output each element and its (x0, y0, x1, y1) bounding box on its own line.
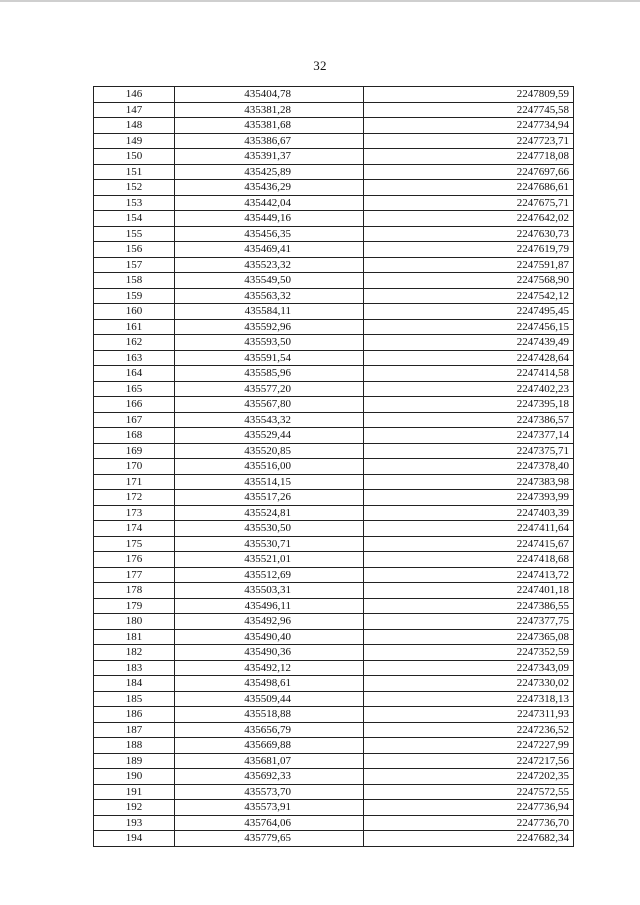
table-row (94, 707, 574, 723)
point-number-cell: 160 (94, 304, 175, 320)
x-coordinate-cell: 435567,80 (175, 397, 364, 413)
table-row (94, 319, 574, 335)
x-coordinate-cell: 435521,01 (175, 552, 364, 568)
x-coordinate-cell: 435512,69 (175, 567, 364, 583)
y-coordinate-cell: 2247736,70 (364, 815, 574, 831)
table-row (94, 691, 574, 707)
y-coordinate-cell: 2247413,72 (364, 567, 574, 583)
page-top-edge (0, 0, 640, 2)
x-coordinate-cell: 435585,96 (175, 366, 364, 382)
table-row (94, 738, 574, 754)
table-row (94, 660, 574, 676)
table-row (94, 583, 574, 599)
table-row (94, 443, 574, 459)
y-coordinate-cell: 2247365,08 (364, 629, 574, 645)
y-coordinate-cell: 2247236,52 (364, 722, 574, 738)
table-row (94, 366, 574, 382)
x-coordinate-cell: 435523,32 (175, 257, 364, 273)
y-coordinate-cell: 2247401,18 (364, 583, 574, 599)
point-number-cell: 159 (94, 288, 175, 304)
x-coordinate-cell: 435469,41 (175, 242, 364, 258)
table-row (94, 490, 574, 506)
point-number-cell: 182 (94, 645, 175, 661)
x-coordinate-cell: 435592,96 (175, 319, 364, 335)
x-coordinate-cell: 435490,40 (175, 629, 364, 645)
y-coordinate-cell: 2247675,71 (364, 195, 574, 211)
x-coordinate-cell: 435492,12 (175, 660, 364, 676)
y-coordinate-cell: 2247736,94 (364, 800, 574, 816)
y-coordinate-cell: 2247343,09 (364, 660, 574, 676)
y-coordinate-cell: 2247395,18 (364, 397, 574, 413)
y-coordinate-cell: 2247411,64 (364, 521, 574, 537)
x-coordinate-cell: 435584,11 (175, 304, 364, 320)
point-number-cell: 190 (94, 769, 175, 785)
y-coordinate-cell: 2247202,35 (364, 769, 574, 785)
y-coordinate-cell: 2247403,39 (364, 505, 574, 521)
table-row (94, 598, 574, 614)
table-row (94, 629, 574, 645)
y-coordinate-cell: 2247619,79 (364, 242, 574, 258)
point-number-cell: 187 (94, 722, 175, 738)
x-coordinate-cell: 435518,88 (175, 707, 364, 723)
page-number: 32 (313, 58, 327, 73)
table-row (94, 397, 574, 413)
y-coordinate-cell: 2247377,75 (364, 614, 574, 630)
point-number-cell: 157 (94, 257, 175, 273)
point-number-cell: 177 (94, 567, 175, 583)
point-number-cell: 156 (94, 242, 175, 258)
x-coordinate-cell: 435456,35 (175, 226, 364, 242)
table-row (94, 412, 574, 428)
y-coordinate-cell: 2247330,02 (364, 676, 574, 692)
table-row (94, 304, 574, 320)
x-coordinate-cell: 435530,71 (175, 536, 364, 552)
y-coordinate-cell: 2247591,87 (364, 257, 574, 273)
x-coordinate-cell: 435529,44 (175, 428, 364, 444)
table-row (94, 505, 574, 521)
y-coordinate-cell: 2247697,66 (364, 164, 574, 180)
y-coordinate-cell: 2247718,08 (364, 149, 574, 165)
point-number-cell: 184 (94, 676, 175, 692)
point-number-cell: 165 (94, 381, 175, 397)
y-coordinate-cell: 2247745,58 (364, 102, 574, 118)
x-coordinate-cell: 435543,32 (175, 412, 364, 428)
y-coordinate-cell: 2247542,12 (364, 288, 574, 304)
x-coordinate-cell: 435656,79 (175, 722, 364, 738)
point-number-cell: 155 (94, 226, 175, 242)
table-row (94, 474, 574, 490)
x-coordinate-cell: 435549,50 (175, 273, 364, 289)
table-row (94, 335, 574, 351)
x-coordinate-cell: 435496,11 (175, 598, 364, 614)
x-coordinate-cell: 435517,26 (175, 490, 364, 506)
point-number-cell: 194 (94, 831, 175, 847)
table-row (94, 552, 574, 568)
x-coordinate-cell: 435577,20 (175, 381, 364, 397)
y-coordinate-cell: 2247318,13 (364, 691, 574, 707)
point-number-cell: 180 (94, 614, 175, 630)
y-coordinate-cell: 2247723,71 (364, 133, 574, 149)
y-coordinate-cell: 2247418,68 (364, 552, 574, 568)
x-coordinate-cell: 435681,07 (175, 753, 364, 769)
x-coordinate-cell: 435520,85 (175, 443, 364, 459)
x-coordinate-cell: 435492,96 (175, 614, 364, 630)
x-coordinate-cell: 435514,15 (175, 474, 364, 490)
coordinates-table (93, 86, 574, 847)
point-number-cell: 146 (94, 87, 175, 103)
table-row (94, 381, 574, 397)
table-row (94, 645, 574, 661)
x-coordinate-cell: 435498,61 (175, 676, 364, 692)
y-coordinate-cell: 2247217,56 (364, 753, 574, 769)
y-coordinate-cell: 2247311,93 (364, 707, 574, 723)
point-number-cell: 163 (94, 350, 175, 366)
y-coordinate-cell: 2247352,59 (364, 645, 574, 661)
table-row (94, 459, 574, 475)
y-coordinate-cell: 2247439,49 (364, 335, 574, 351)
y-coordinate-cell: 2247734,94 (364, 118, 574, 134)
y-coordinate-cell: 2247572,55 (364, 784, 574, 800)
y-coordinate-cell: 2247377,14 (364, 428, 574, 444)
x-coordinate-cell: 435573,70 (175, 784, 364, 800)
x-coordinate-cell: 435490,36 (175, 645, 364, 661)
point-number-cell: 171 (94, 474, 175, 490)
point-number-cell: 186 (94, 707, 175, 723)
y-coordinate-cell: 2247642,02 (364, 211, 574, 227)
table-row (94, 87, 574, 103)
table-row (94, 180, 574, 196)
table-row (94, 784, 574, 800)
y-coordinate-cell: 2247415,67 (364, 536, 574, 552)
point-number-cell: 193 (94, 815, 175, 831)
point-number-cell: 178 (94, 583, 175, 599)
table-row (94, 257, 574, 273)
point-number-cell: 170 (94, 459, 175, 475)
point-number-cell: 175 (94, 536, 175, 552)
point-number-cell: 154 (94, 211, 175, 227)
point-number-cell: 162 (94, 335, 175, 351)
point-number-cell: 185 (94, 691, 175, 707)
y-coordinate-cell: 2247809,59 (364, 87, 574, 103)
point-number-cell: 151 (94, 164, 175, 180)
point-number-cell: 174 (94, 521, 175, 537)
point-number-cell: 167 (94, 412, 175, 428)
y-coordinate-cell: 2247227,99 (364, 738, 574, 754)
x-coordinate-cell: 435449,16 (175, 211, 364, 227)
x-coordinate-cell: 435591,54 (175, 350, 364, 366)
x-coordinate-cell: 435573,91 (175, 800, 364, 816)
point-number-cell: 188 (94, 738, 175, 754)
y-coordinate-cell: 2247402,23 (364, 381, 574, 397)
x-coordinate-cell: 435516,00 (175, 459, 364, 475)
point-number-cell: 179 (94, 598, 175, 614)
point-number-cell: 152 (94, 180, 175, 196)
y-coordinate-cell: 2247495,45 (364, 304, 574, 320)
y-coordinate-cell: 2247383,98 (364, 474, 574, 490)
y-coordinate-cell: 2247378,40 (364, 459, 574, 475)
x-coordinate-cell: 435530,50 (175, 521, 364, 537)
table-row (94, 831, 574, 847)
x-coordinate-cell: 435593,50 (175, 335, 364, 351)
x-coordinate-cell: 435436,29 (175, 180, 364, 196)
point-number-cell: 169 (94, 443, 175, 459)
point-number-cell: 147 (94, 102, 175, 118)
x-coordinate-cell: 435524,81 (175, 505, 364, 521)
point-number-cell: 192 (94, 800, 175, 816)
table-row (94, 567, 574, 583)
table-row (94, 521, 574, 537)
x-coordinate-cell: 435386,67 (175, 133, 364, 149)
table-row (94, 614, 574, 630)
x-coordinate-cell: 435404,78 (175, 87, 364, 103)
x-coordinate-cell: 435692,33 (175, 769, 364, 785)
table-row (94, 676, 574, 692)
point-number-cell: 158 (94, 273, 175, 289)
y-coordinate-cell: 2247375,71 (364, 443, 574, 459)
table-row (94, 211, 574, 227)
y-coordinate-cell: 2247682,34 (364, 831, 574, 847)
y-coordinate-cell: 2247456,15 (364, 319, 574, 335)
x-coordinate-cell: 435503,31 (175, 583, 364, 599)
x-coordinate-cell: 435391,37 (175, 149, 364, 165)
point-number-cell: 150 (94, 149, 175, 165)
table-row (94, 133, 574, 149)
table-row (94, 815, 574, 831)
table-row (94, 753, 574, 769)
table-row (94, 288, 574, 304)
point-number-cell: 183 (94, 660, 175, 676)
y-coordinate-cell: 2247630,73 (364, 226, 574, 242)
x-coordinate-cell: 435381,28 (175, 102, 364, 118)
point-number-cell: 149 (94, 133, 175, 149)
y-coordinate-cell: 2247428,64 (364, 350, 574, 366)
table-row (94, 226, 574, 242)
table-row (94, 118, 574, 134)
table-row (94, 149, 574, 165)
x-coordinate-cell: 435764,06 (175, 815, 364, 831)
table-row (94, 722, 574, 738)
x-coordinate-cell: 435669,88 (175, 738, 364, 754)
table-row (94, 102, 574, 118)
x-coordinate-cell: 435425,89 (175, 164, 364, 180)
y-coordinate-cell: 2247568,90 (364, 273, 574, 289)
x-coordinate-cell: 435779,65 (175, 831, 364, 847)
table-row (94, 428, 574, 444)
x-coordinate-cell: 435442,04 (175, 195, 364, 211)
point-number-cell: 148 (94, 118, 175, 134)
point-number-cell: 173 (94, 505, 175, 521)
point-number-cell: 166 (94, 397, 175, 413)
point-number-cell: 168 (94, 428, 175, 444)
y-coordinate-cell: 2247686,61 (364, 180, 574, 196)
y-coordinate-cell: 2247386,55 (364, 598, 574, 614)
point-number-cell: 161 (94, 319, 175, 335)
point-number-cell: 164 (94, 366, 175, 382)
x-coordinate-cell: 435381,68 (175, 118, 364, 134)
point-number-cell: 191 (94, 784, 175, 800)
table-row (94, 273, 574, 289)
table-row (94, 536, 574, 552)
y-coordinate-cell: 2247414,58 (364, 366, 574, 382)
point-number-cell: 172 (94, 490, 175, 506)
x-coordinate-cell: 435563,32 (175, 288, 364, 304)
table-row (94, 195, 574, 211)
point-number-cell: 153 (94, 195, 175, 211)
table-row (94, 800, 574, 816)
point-number-cell: 176 (94, 552, 175, 568)
table-row (94, 164, 574, 180)
y-coordinate-cell: 2247386,57 (364, 412, 574, 428)
coordinates-table-body (94, 87, 574, 847)
point-number-cell: 181 (94, 629, 175, 645)
table-row (94, 242, 574, 258)
point-number-cell: 189 (94, 753, 175, 769)
table-row (94, 350, 574, 366)
table-row (94, 769, 574, 785)
x-coordinate-cell: 435509,44 (175, 691, 364, 707)
y-coordinate-cell: 2247393,99 (364, 490, 574, 506)
